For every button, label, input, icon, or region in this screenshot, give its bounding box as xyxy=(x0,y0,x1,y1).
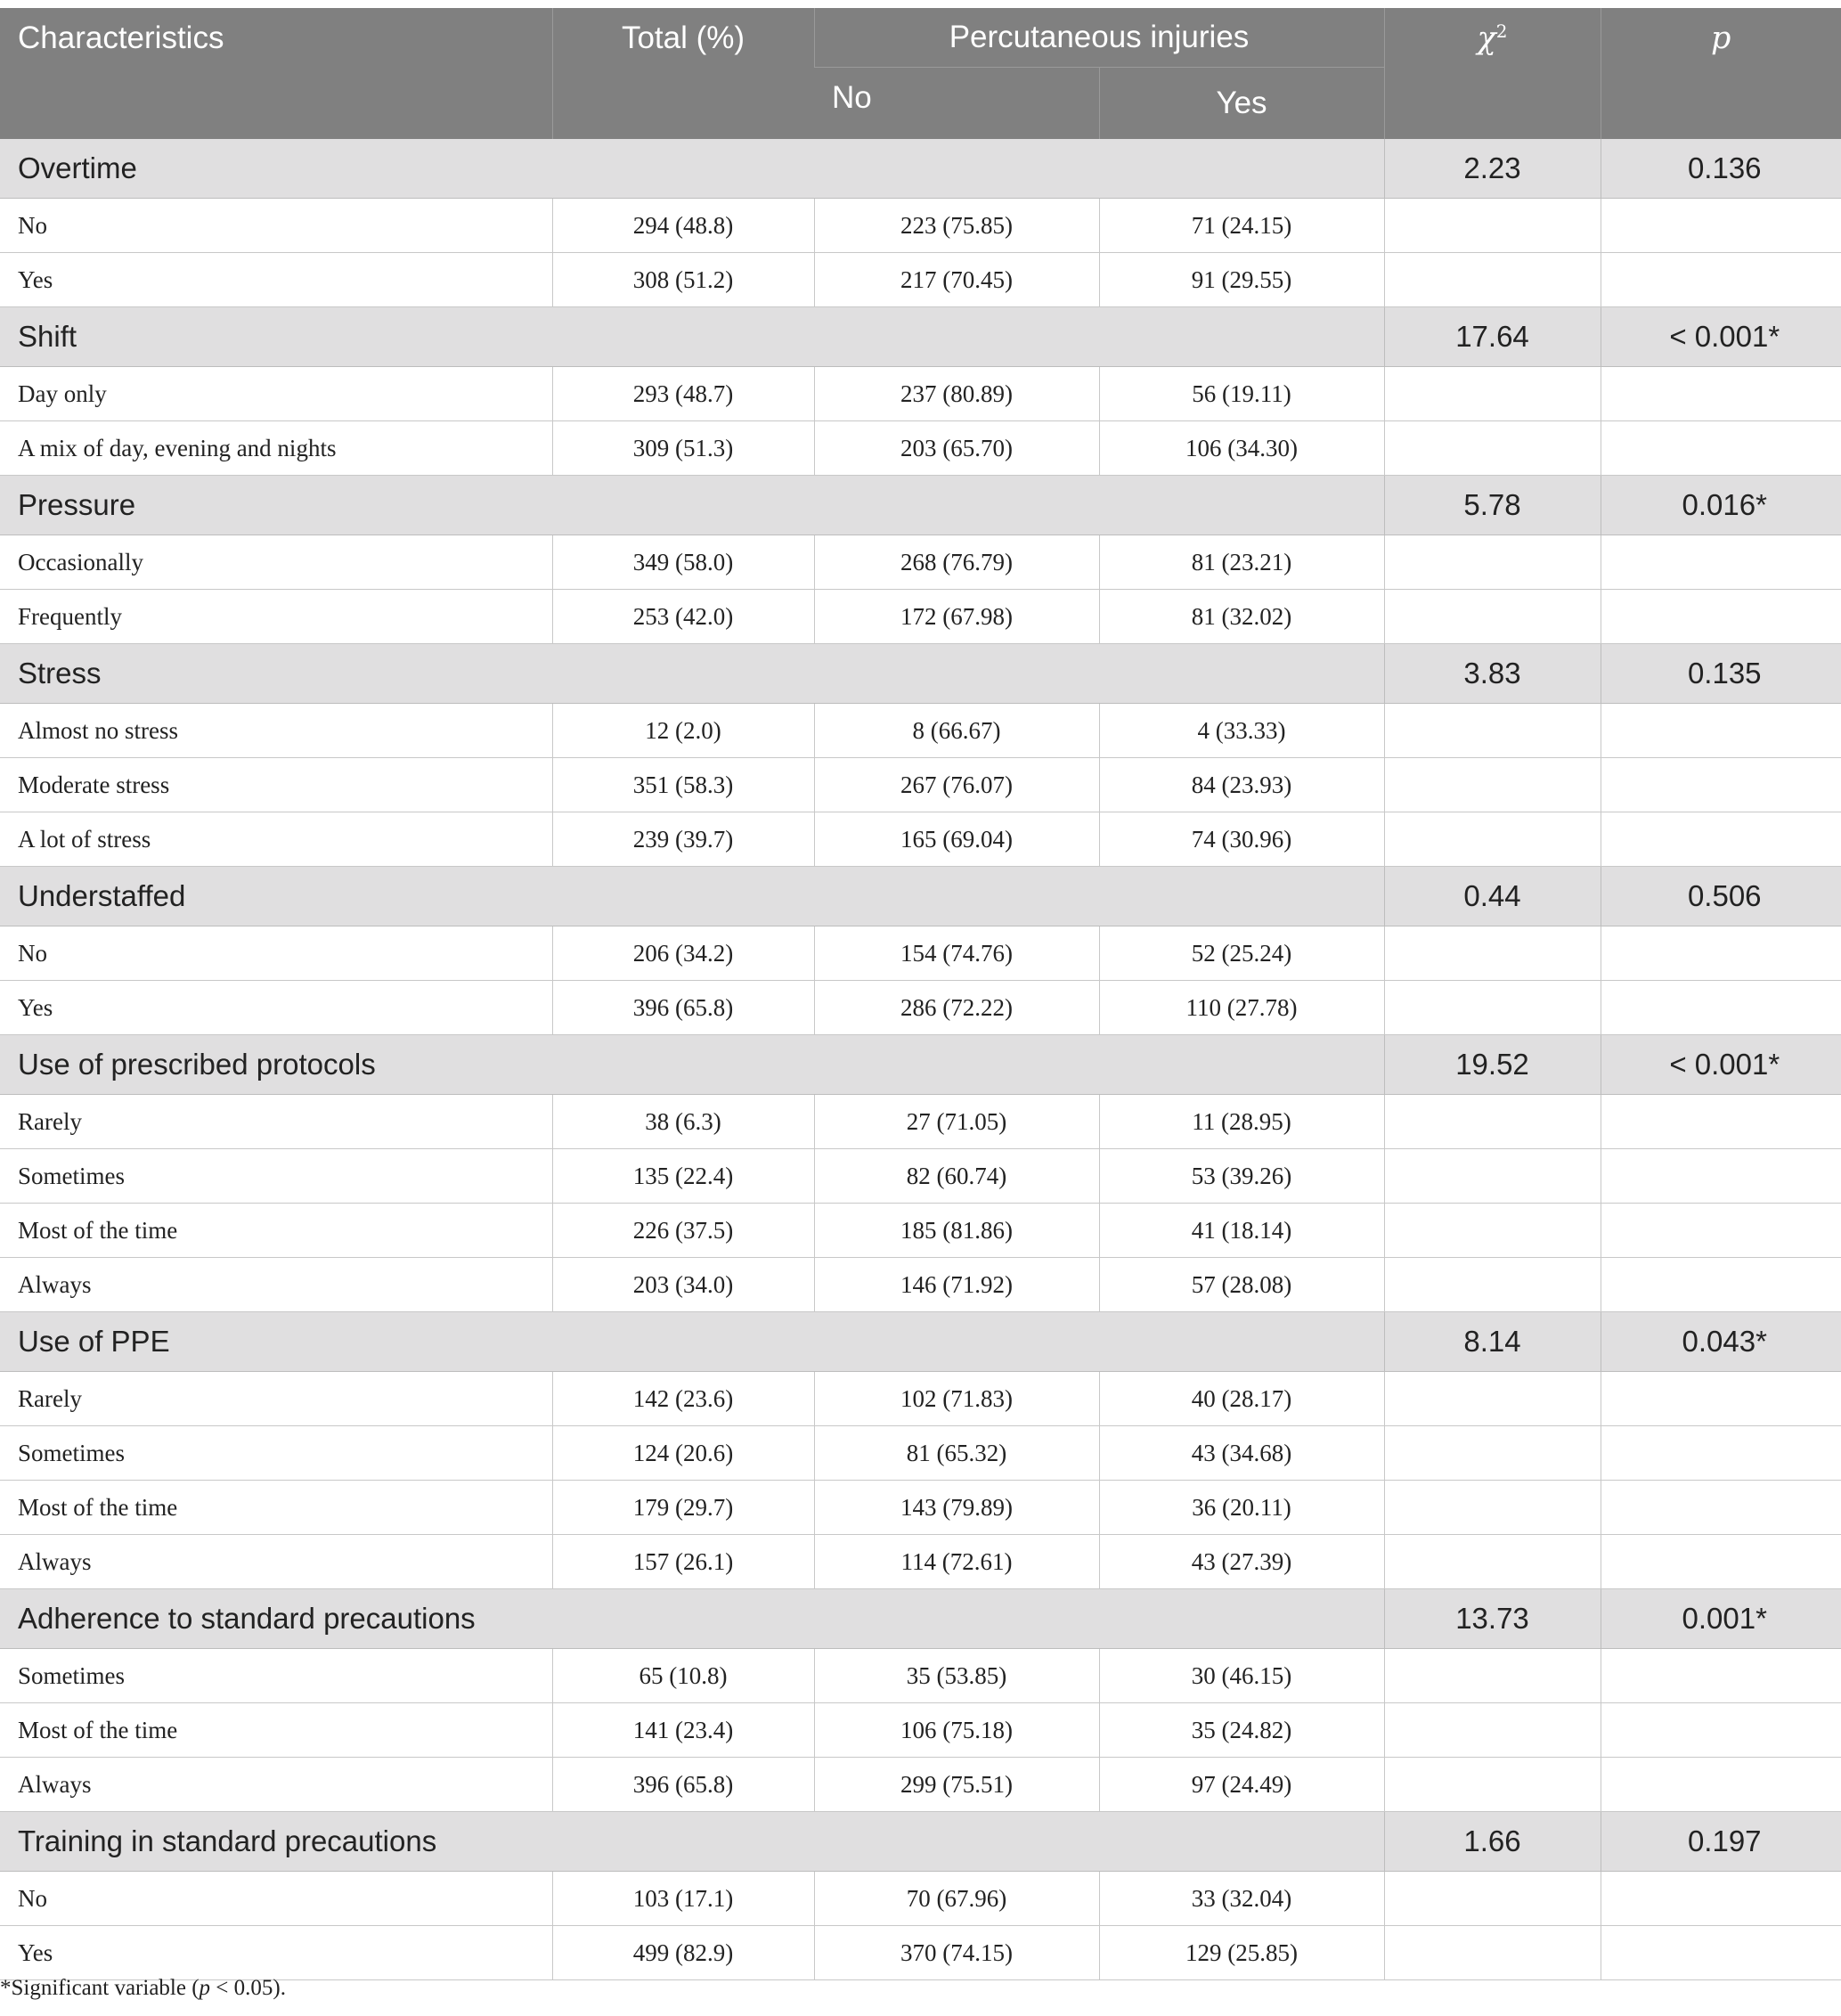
no-injury-cell: 267 (76.07) xyxy=(814,758,1099,812)
p-empty-cell xyxy=(1601,704,1841,758)
chi-square-empty-cell xyxy=(1384,1204,1601,1258)
row-label: Rarely xyxy=(0,1372,552,1426)
chi-square-value: 13.73 xyxy=(1384,1589,1601,1649)
no-injury-cell: 70 (67.96) xyxy=(814,1872,1099,1926)
row-label: Most of the time xyxy=(0,1703,552,1758)
no-injury-cell: 8 (66.67) xyxy=(814,704,1099,758)
row-label: A lot of stress xyxy=(0,812,552,867)
section-label: Adherence to standard precautions xyxy=(0,1589,1384,1649)
chi-square-value: 1.66 xyxy=(1384,1812,1601,1872)
section-label: Use of prescribed protocols xyxy=(0,1035,1384,1095)
table-row xyxy=(0,1095,1841,1149)
table-row xyxy=(0,199,1841,253)
p-empty-cell xyxy=(1601,199,1841,253)
no-injury-cell: 299 (75.51) xyxy=(814,1758,1099,1812)
p-value: < 0.001* xyxy=(1601,1035,1841,1095)
yes-injury-cell: 97 (24.49) xyxy=(1099,1758,1384,1812)
yes-injury-cell: 43 (34.68) xyxy=(1099,1426,1384,1481)
total-cell: 65 (10.8) xyxy=(552,1649,814,1703)
row-label: Day only xyxy=(0,367,552,421)
table-row xyxy=(0,1872,1841,1926)
yes-injury-cell: 74 (30.96) xyxy=(1099,812,1384,867)
total-cell: 351 (58.3) xyxy=(552,758,814,812)
p-empty-cell xyxy=(1601,1372,1841,1426)
no-injury-cell: 143 (79.89) xyxy=(814,1481,1099,1535)
row-label: Yes xyxy=(0,253,552,307)
total-cell: 157 (26.1) xyxy=(552,1535,814,1589)
total-cell: 253 (42.0) xyxy=(552,590,814,644)
row-label: Sometimes xyxy=(0,1426,552,1481)
chi-square-empty-cell xyxy=(1384,1872,1601,1926)
section-row xyxy=(0,1035,1841,1095)
table-row xyxy=(0,1481,1841,1535)
section-label: Training in standard precautions xyxy=(0,1812,1384,1872)
chi-square-empty-cell xyxy=(1384,1481,1601,1535)
chi-square-empty-cell xyxy=(1384,1926,1601,1980)
yes-injury-cell: 43 (27.39) xyxy=(1099,1535,1384,1589)
row-label: Always xyxy=(0,1758,552,1812)
no-injury-cell: 203 (65.70) xyxy=(814,421,1099,476)
footnote-p: p xyxy=(199,1976,211,2000)
total-cell: 396 (65.8) xyxy=(552,1758,814,1812)
section-row xyxy=(0,1812,1841,1872)
no-injury-cell: 237 (80.89) xyxy=(814,367,1099,421)
row-label: No xyxy=(0,199,552,253)
total-cell: 12 (2.0) xyxy=(552,704,814,758)
table-row xyxy=(0,758,1841,812)
p-empty-cell xyxy=(1601,421,1841,476)
no-injury-cell: 102 (71.83) xyxy=(814,1372,1099,1426)
yes-injury-cell: 91 (29.55) xyxy=(1099,253,1384,307)
chi-square-empty-cell xyxy=(1384,758,1601,812)
total-cell: 349 (58.0) xyxy=(552,535,814,590)
yes-injury-cell: 11 (28.95) xyxy=(1099,1095,1384,1149)
total-cell: 309 (51.3) xyxy=(552,421,814,476)
header-yes: Yes xyxy=(1099,68,1384,140)
chi-square-value: 17.64 xyxy=(1384,307,1601,367)
chi-square-empty-cell xyxy=(1384,1649,1601,1703)
chi-square-value: 3.83 xyxy=(1384,644,1601,704)
no-injury-cell: 82 (60.74) xyxy=(814,1149,1099,1204)
p-empty-cell xyxy=(1601,926,1841,981)
section-row xyxy=(0,644,1841,704)
p-empty-cell xyxy=(1601,1703,1841,1758)
row-label: No xyxy=(0,926,552,981)
chi-square-empty-cell xyxy=(1384,1758,1601,1812)
section-label: Overtime xyxy=(0,139,1384,199)
row-label: Yes xyxy=(0,981,552,1035)
total-cell: 135 (22.4) xyxy=(552,1149,814,1204)
no-injury-cell: 286 (72.22) xyxy=(814,981,1099,1035)
header-chi-square xyxy=(1384,8,1601,139)
table-row xyxy=(0,1535,1841,1589)
chi-square-empty-cell xyxy=(1384,1703,1601,1758)
total-cell: 124 (20.6) xyxy=(552,1426,814,1481)
row-label: Moderate stress xyxy=(0,758,552,812)
no-injury-cell: 114 (72.61) xyxy=(814,1535,1099,1589)
total-cell: 206 (34.2) xyxy=(552,926,814,981)
row-label: A mix of day, evening and nights xyxy=(0,421,552,476)
header-total: Total (%) xyxy=(552,8,814,139)
table-row xyxy=(0,812,1841,867)
table-row xyxy=(0,253,1841,307)
yes-injury-cell: 129 (25.85) xyxy=(1099,1926,1384,1980)
chi-square-empty-cell xyxy=(1384,704,1601,758)
total-cell: 103 (17.1) xyxy=(552,1872,814,1926)
p-value: 0.506 xyxy=(1601,867,1841,926)
total-cell: 141 (23.4) xyxy=(552,1703,814,1758)
p-empty-cell xyxy=(1601,1535,1841,1589)
header-percutaneous-injuries: Percutaneous injuries xyxy=(814,8,1384,68)
table-row xyxy=(0,1204,1841,1258)
yes-injury-cell: 30 (46.15) xyxy=(1099,1649,1384,1703)
section-row xyxy=(0,476,1841,535)
total-cell: 308 (51.2) xyxy=(552,253,814,307)
chi-square-empty-cell xyxy=(1384,421,1601,476)
table-row xyxy=(0,367,1841,421)
p-empty-cell xyxy=(1601,367,1841,421)
row-label: Frequently xyxy=(0,590,552,644)
footnote xyxy=(0,1976,286,2001)
chi-square-empty-cell xyxy=(1384,253,1601,307)
p-value: < 0.001* xyxy=(1601,307,1841,367)
results-table xyxy=(0,8,1841,1980)
yes-injury-cell: 106 (34.30) xyxy=(1099,421,1384,476)
total-cell: 499 (82.9) xyxy=(552,1926,814,1980)
p-value: 0.197 xyxy=(1601,1812,1841,1872)
table-row xyxy=(0,704,1841,758)
p-empty-cell xyxy=(1601,590,1841,644)
no-injury-cell: 106 (75.18) xyxy=(814,1703,1099,1758)
row-label: Sometimes xyxy=(0,1149,552,1204)
chi-square-empty-cell xyxy=(1384,1372,1601,1426)
row-label: Most of the time xyxy=(0,1481,552,1535)
table-row xyxy=(0,1149,1841,1204)
chi-symbol: χ xyxy=(1477,20,1496,57)
chi-square-value: 5.78 xyxy=(1384,476,1601,535)
section-row xyxy=(0,139,1841,199)
p-empty-cell xyxy=(1601,1149,1841,1204)
p-empty-cell xyxy=(1601,1481,1841,1535)
chi-square-empty-cell xyxy=(1384,199,1601,253)
row-label: Sometimes xyxy=(0,1649,552,1703)
table-row xyxy=(0,421,1841,476)
section-label: Understaffed xyxy=(0,867,1384,926)
no-injury-cell: 165 (69.04) xyxy=(814,812,1099,867)
chi-superscript: 2 xyxy=(1495,20,1508,42)
row-label: Rarely xyxy=(0,1095,552,1149)
row-label: Always xyxy=(0,1258,552,1312)
section-label: Pressure xyxy=(0,476,1384,535)
chi-square-empty-cell xyxy=(1384,367,1601,421)
yes-injury-cell: 110 (27.78) xyxy=(1099,981,1384,1035)
row-label: Yes xyxy=(0,1926,552,1980)
section-label: Stress xyxy=(0,644,1384,704)
no-injury-cell: 81 (65.32) xyxy=(814,1426,1099,1481)
row-label: Occasionally xyxy=(0,535,552,590)
no-injury-cell: 172 (67.98) xyxy=(814,590,1099,644)
section-row xyxy=(0,867,1841,926)
p-value: 0.135 xyxy=(1601,644,1841,704)
chi-square-empty-cell xyxy=(1384,590,1601,644)
table-header xyxy=(0,8,1841,139)
no-injury-cell: 217 (70.45) xyxy=(814,253,1099,307)
chi-square-empty-cell xyxy=(1384,926,1601,981)
table-body xyxy=(0,139,1841,1980)
section-row xyxy=(0,1589,1841,1649)
section-label: Shift xyxy=(0,307,1384,367)
chi-square-value: 8.14 xyxy=(1384,1312,1601,1372)
chi-square-empty-cell xyxy=(1384,1426,1601,1481)
no-injury-cell: 154 (74.76) xyxy=(814,926,1099,981)
p-empty-cell xyxy=(1601,1758,1841,1812)
p-value: 0.001* xyxy=(1601,1589,1841,1649)
yes-injury-cell: 40 (28.17) xyxy=(1099,1372,1384,1426)
no-injury-cell: 27 (71.05) xyxy=(814,1095,1099,1149)
p-empty-cell xyxy=(1601,758,1841,812)
total-cell: 226 (37.5) xyxy=(552,1204,814,1258)
table-row xyxy=(0,1926,1841,1980)
table-row xyxy=(0,926,1841,981)
section-row xyxy=(0,307,1841,367)
footnote-suffix: < 0.05). xyxy=(210,1976,286,2000)
p-empty-cell xyxy=(1601,812,1841,867)
row-label: No xyxy=(0,1872,552,1926)
table-row xyxy=(0,1258,1841,1312)
yes-injury-cell: 4 (33.33) xyxy=(1099,704,1384,758)
table-row xyxy=(0,1426,1841,1481)
p-empty-cell xyxy=(1601,1872,1841,1926)
p-empty-cell xyxy=(1601,1204,1841,1258)
table-row xyxy=(0,590,1841,644)
header-characteristics: Characteristics xyxy=(0,8,552,139)
p-value: 0.043* xyxy=(1601,1312,1841,1372)
p-empty-cell xyxy=(1601,535,1841,590)
table-row xyxy=(0,981,1841,1035)
chi-square-empty-cell xyxy=(1384,1149,1601,1204)
p-empty-cell xyxy=(1601,253,1841,307)
chi-square-empty-cell xyxy=(1384,1258,1601,1312)
chi-square-value: 0.44 xyxy=(1384,867,1601,926)
table-row xyxy=(0,1703,1841,1758)
yes-injury-cell: 56 (19.11) xyxy=(1099,367,1384,421)
section-label: Use of PPE xyxy=(0,1312,1384,1372)
no-injury-cell: 146 (71.92) xyxy=(814,1258,1099,1312)
chi-square-empty-cell xyxy=(1384,535,1601,590)
chi-square-empty-cell xyxy=(1384,981,1601,1035)
chi-square-empty-cell xyxy=(1384,812,1601,867)
yes-injury-cell: 35 (24.82) xyxy=(1099,1703,1384,1758)
table-row xyxy=(0,1372,1841,1426)
no-injury-cell: 185 (81.86) xyxy=(814,1204,1099,1258)
yes-injury-cell: 36 (20.11) xyxy=(1099,1481,1384,1535)
chi-square-value: 19.52 xyxy=(1384,1035,1601,1095)
no-injury-cell: 370 (74.15) xyxy=(814,1926,1099,1980)
no-injury-cell: 268 (76.79) xyxy=(814,535,1099,590)
yes-injury-cell: 52 (25.24) xyxy=(1099,926,1384,981)
yes-injury-cell: 53 (39.26) xyxy=(1099,1149,1384,1204)
p-empty-cell xyxy=(1601,1649,1841,1703)
row-label: Always xyxy=(0,1535,552,1589)
total-cell: 142 (23.6) xyxy=(552,1372,814,1426)
section-row xyxy=(0,1312,1841,1372)
total-cell: 396 (65.8) xyxy=(552,981,814,1035)
p-value: 0.136 xyxy=(1601,139,1841,199)
p-empty-cell xyxy=(1601,1258,1841,1312)
total-cell: 179 (29.7) xyxy=(552,1481,814,1535)
row-label: Almost no stress xyxy=(0,704,552,758)
chi-square-value: 2.23 xyxy=(1384,139,1601,199)
header-p-value: p xyxy=(1601,8,1841,139)
p-value: 0.016* xyxy=(1601,476,1841,535)
header-no: No xyxy=(814,68,1099,140)
p-empty-cell xyxy=(1601,1095,1841,1149)
table-row xyxy=(0,1649,1841,1703)
yes-injury-cell: 84 (23.93) xyxy=(1099,758,1384,812)
total-cell: 239 (39.7) xyxy=(552,812,814,867)
yes-injury-cell: 81 (23.21) xyxy=(1099,535,1384,590)
yes-injury-cell: 71 (24.15) xyxy=(1099,199,1384,253)
table-row xyxy=(0,535,1841,590)
p-empty-cell xyxy=(1601,981,1841,1035)
yes-injury-cell: 57 (28.08) xyxy=(1099,1258,1384,1312)
p-empty-cell xyxy=(1601,1926,1841,1980)
no-injury-cell: 223 (75.85) xyxy=(814,199,1099,253)
yes-injury-cell: 33 (32.04) xyxy=(1099,1872,1384,1926)
total-cell: 38 (6.3) xyxy=(552,1095,814,1149)
total-cell: 294 (48.8) xyxy=(552,199,814,253)
chi-square-empty-cell xyxy=(1384,1535,1601,1589)
p-empty-cell xyxy=(1601,1426,1841,1481)
footnote-prefix: *Significant variable ( xyxy=(0,1976,200,2000)
row-label: Most of the time xyxy=(0,1204,552,1258)
yes-injury-cell: 41 (18.14) xyxy=(1099,1204,1384,1258)
yes-injury-cell: 81 (32.02) xyxy=(1099,590,1384,644)
total-cell: 293 (48.7) xyxy=(552,367,814,421)
chi-square-empty-cell xyxy=(1384,1095,1601,1149)
table-row xyxy=(0,1758,1841,1812)
no-injury-cell: 35 (53.85) xyxy=(814,1649,1099,1703)
total-cell: 203 (34.0) xyxy=(552,1258,814,1312)
